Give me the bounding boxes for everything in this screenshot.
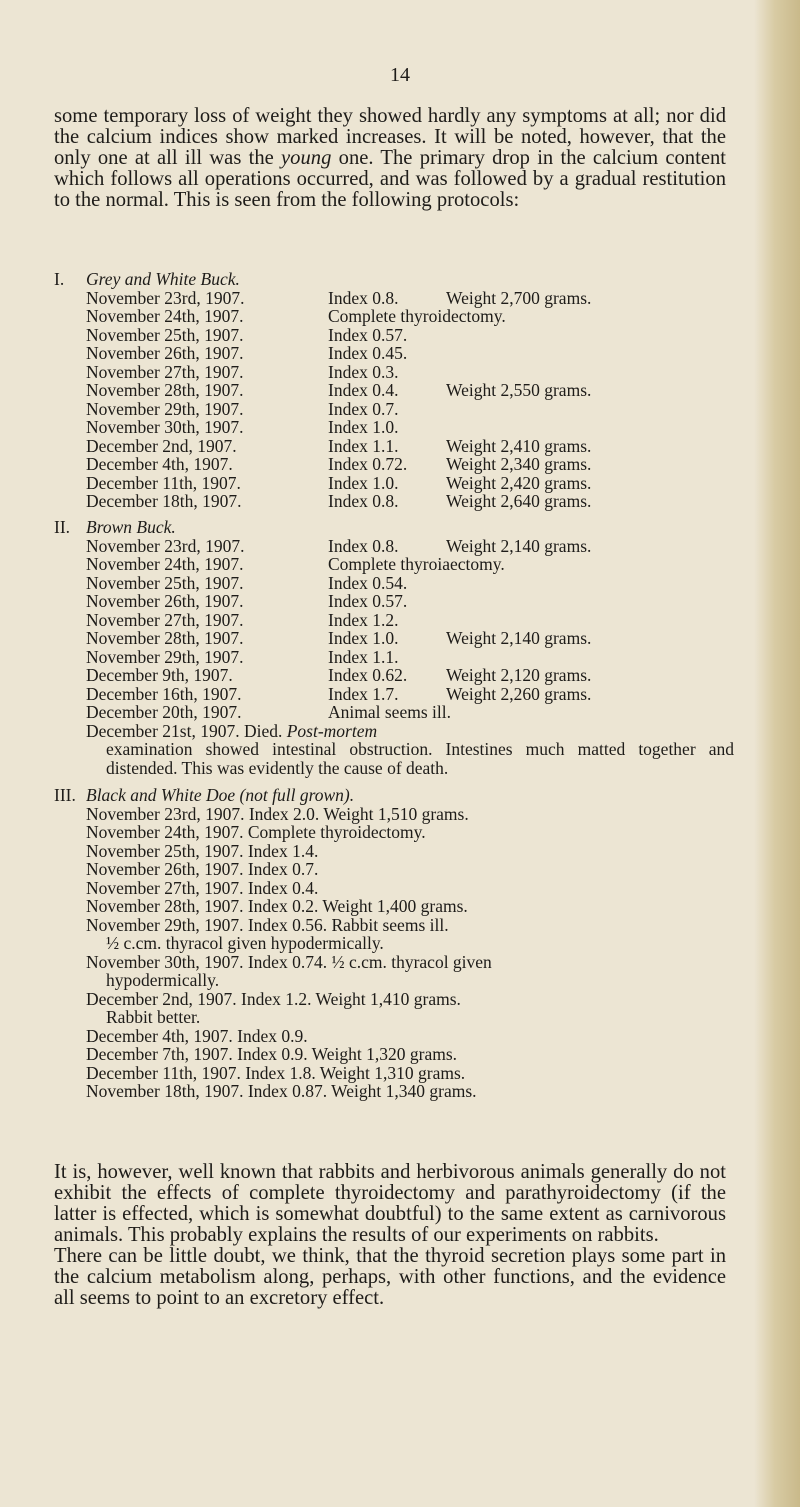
protocol-row [86,344,734,363]
row-index: Index 0.54. [328,572,408,593]
row-note: Weight 2,120 grams. [446,665,592,685]
row-note: Weight 2,640 grams. [446,491,592,511]
closing-paragraph-2: There can be little doubt, we think, that the thyroid secretion plays some part in the calcium metabolism along, perhaps, with other functions, and the evidence all seems to point to an excretory effect. [54,1245,726,1309]
protocol-row [86,611,734,630]
protocol-row: November 27th, 1907. Index 0.4. [86,877,319,898]
row-note: Weight 2,140 grams. [446,628,592,648]
row-date: November 29th, 1907. [86,646,244,667]
protocol-row-continuation: Rabbit better. [106,1007,201,1027]
protocol-row [86,326,734,345]
protocol-row: November 29th, 1907. Index 0.56. Rabbit seems ill. [86,914,449,935]
protocol-row [86,492,734,511]
protocol-row [86,555,734,574]
protocol-row [86,307,734,326]
row-note: Weight 2,700 grams. [446,287,592,308]
intro-text-1: some temporary loss of weight they showed hardly any symptoms at all; nor did the calcium indices show marked increases. It will be noted, however, that the only one at all ill was the [54,105,726,170]
protocol-row [86,592,734,611]
row-index: Index 1.7. [328,683,399,704]
section-heading [54,270,734,289]
section-numeral: III. [54,785,76,805]
row-date: November 23rd, 1907. [86,287,245,308]
intro-text-2: one. The primary drop in the calcium content which follows all operations occurred, and was followed by a gradual restitution to the normal. This is seen from the following protocols: [54,147,726,212]
protocol-row [86,685,734,704]
protocol-section-1 [54,270,734,511]
protocol-row [86,574,734,593]
row-index: Index 0.62. [328,665,408,685]
protocol-row [86,648,734,667]
protocol-row: December 11th, 1907. Index 1.8. Weight 1,310 grams. [86,1062,466,1083]
row-date: December 20th, 1907. [86,702,242,722]
row-date: December 9th, 1907. [86,665,233,685]
section-numeral: II. [54,517,71,537]
protocol-row [86,363,734,382]
protocol-row [86,289,734,308]
protocol-row: November 23rd, 1907. Index 2.0. Weight 1,510 grams. [86,803,469,824]
row-date: November 25th, 1907. [86,324,244,345]
row-index: Index 1.0. [328,417,399,437]
row-date: November 27th, 1907. [86,361,244,382]
protocol-row [86,537,734,556]
intro-paragraph [54,106,726,211]
page-number: 14 [390,64,410,86]
row-index: Index 1.1. [328,435,399,456]
protocol-row: November 18th, 1907. Index 0.87. Weight 1,340 grams. [86,1081,477,1101]
protocol-row: December 2nd, 1907. Index 1.2. Weight 1,410 grams. [86,988,461,1009]
died-entry-continuation: examination showed intestinal obstruction. Intestines much matted together and distended. This was evidently the cause of death. [106,739,734,778]
row-index: Index 0.7. [328,398,399,419]
section-heading [54,518,734,537]
row-index: Complete thyroiaectomy. [328,554,505,574]
row-date: November 27th, 1907. [86,609,244,630]
row-index: Index 0.8. [328,535,399,556]
row-note: Weight 2,260 grams. [446,683,592,704]
protocol-row [86,381,734,400]
row-index: Index 0.4. [328,380,399,400]
protocol-row: November 25th, 1907. Index 1.4. [86,840,319,861]
section-title: Brown Buck. [86,517,176,537]
row-date: November 28th, 1907. [86,380,244,400]
protocol-row: November 28th, 1907. Index 0.2. Weight 1,400 grams. [86,896,468,916]
protocol-row [86,703,734,722]
row-index: Index 0.8. [328,287,399,308]
row-note: Weight 2,410 grams. [446,435,592,456]
row-date: November 24th, 1907. [86,554,244,574]
row-date: November 28th, 1907. [86,628,244,648]
protocol-row [86,629,734,648]
closing-text [54,1162,726,1309]
protocol-row: December 4th, 1907. Index 0.9. [86,1025,308,1046]
row-index: Index 0.8. [328,491,399,511]
row-index: Index 0.57. [328,591,408,611]
section-title: Grey and White Buck. [86,269,240,289]
protocol-row [86,437,734,456]
page-edge-shading [754,0,800,1507]
row-index: Index 0.57. [328,324,408,345]
died-entry-italic: Post-mortem [286,720,378,741]
protocol-row-died [86,722,734,741]
protocol-row [86,418,734,437]
row-index: Index 0.72. [328,454,408,474]
intro-italic-word: young [281,147,332,170]
section-numeral: I. [54,269,65,289]
row-date: November 23rd, 1907. [86,535,245,556]
row-date: November 25th, 1907. [86,572,244,593]
protocol-row: November 24th, 1907. Complete thyroidectomy. [86,822,426,842]
row-note: Weight 2,340 grams. [446,454,592,474]
protocol-row [86,666,734,685]
protocol-row: November 30th, 1907. Index 0.74. ½ c.cm. thyracol given [86,951,492,972]
closing-paragraph-1: It is, however, well known that rabbits and herbivorous animals generally do not exhibit the effects of complete thyroidectomy and parathyroidectomy (if the latter is effected, which is somewhat doubtful) to the same extent as carnivorous animals. This probably explains the results of our experiments on rabbits. [54,1161,726,1246]
row-date: November 26th, 1907. [86,343,244,363]
row-date: December 11th, 1907. [86,472,241,493]
protocol-row-continuation: ½ c.cm. thyracol given hypodermically. [106,933,384,953]
protocol-row-continuation: hypodermically. [106,970,220,990]
protocol-row [86,400,734,419]
row-note: Weight 2,550 grams. [446,380,592,400]
row-date: November 29th, 1907. [86,398,244,419]
row-note: Weight 2,140 grams. [446,535,592,556]
section-title: Black and White Doe (not full grown). [86,785,355,805]
protocol-row: November 26th, 1907. Index 0.7. [86,859,319,879]
protocol-section-3 [54,786,734,1101]
died-entry-start: December 21st, 1907. Died. [86,720,287,741]
row-index: Index 0.3. [328,361,399,382]
protocol-row [86,474,734,493]
row-index: Index 1.0. [328,628,399,648]
row-date: November 30th, 1907. [86,417,244,437]
row-date: December 2nd, 1907. [86,435,237,456]
protocol-row: December 7th, 1907. Index 0.9. Weight 1,320 grams. [86,1044,458,1064]
row-index: Index 1.1. [328,646,399,667]
row-index: Index 0.45. [328,343,408,363]
protocol-row [86,455,734,474]
row-date: December 4th, 1907. [86,454,233,474]
row-index: Animal seems ill. [328,702,451,722]
row-index: Index 1.0. [328,472,399,493]
row-note: Weight 2,420 grams. [446,472,592,493]
protocol-section-2 [54,518,734,777]
row-date: December 16th, 1907. [86,683,242,704]
section-heading [54,786,734,805]
row-index: Index 1.2. [328,609,399,630]
row-date: November 26th, 1907. [86,591,244,611]
row-index: Complete thyroidectomy. [328,306,506,326]
row-date: November 24th, 1907. [86,306,244,326]
row-date: December 18th, 1907. [86,491,242,511]
